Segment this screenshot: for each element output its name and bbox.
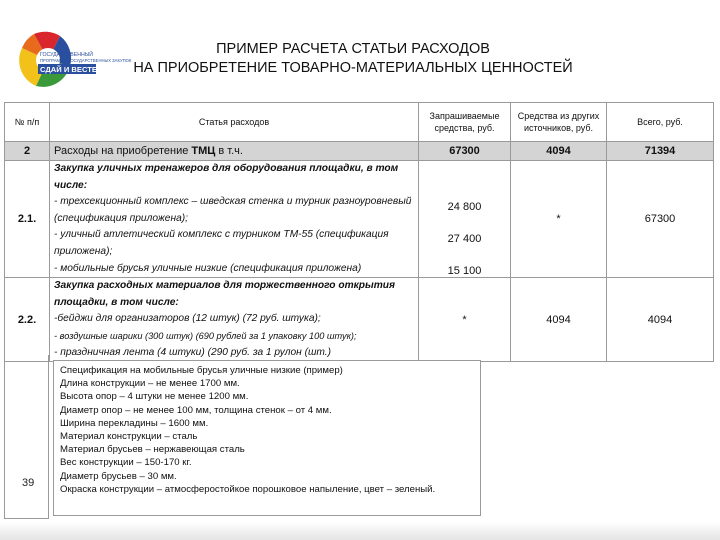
specification-box xyxy=(53,360,481,516)
bottom-shade xyxy=(0,522,720,540)
row-22-line-1: -бейджи для организаторов (12 штук) (72 руб. штука); xyxy=(54,313,321,325)
row-21-total: 67300 xyxy=(607,161,714,278)
row-21-line-3: - мобильные брусья уличные низкие (спецификация приложена) xyxy=(54,262,362,274)
row-21-line-2: - уличный атлетический комплекс с турником ТМ-55 (спецификация приложена); xyxy=(54,229,389,257)
row-22-line-2: - воздушные шарики (300 штук) (690 рублей за 1 упаковку 100 штук); xyxy=(54,330,357,341)
header-requested: Запрашиваемые средства, руб. xyxy=(419,103,511,142)
header-num: № п/п xyxy=(5,103,50,142)
spec-line: Вес конструкции – 150-170 кг. xyxy=(60,457,192,469)
row-total-sum: 71394 xyxy=(607,142,714,161)
row-total-label: Расходы на приобретение ТМЦ в т.ч. xyxy=(50,142,419,161)
row-21-line-1: - трехсекционный комплекс – шведская стенка и турник разноуровневый (спецификация приложена); xyxy=(54,196,412,224)
row-22-line-3: - праздничная лента (4 штуки) (290 руб. за 1 рулон (шт.) xyxy=(54,346,332,358)
table-header-row xyxy=(5,103,714,142)
spec-line: Окраска конструкции – атмосферостойкое порошковое напыление, цвет – зеленый. xyxy=(60,483,436,495)
table-row-2-1 xyxy=(5,161,714,278)
organization-logo xyxy=(12,26,132,94)
row-21-description xyxy=(50,161,419,278)
title-line-2: НА ПРИОБРЕТЕНИЕ ТОВАРНО-МАТЕРИАЛЬНЫХ ЦЕННОСТЕЙ xyxy=(133,60,573,76)
spec-line: Диаметр опор – не менее 100 мм, толщина стенок – от 4 мм. xyxy=(60,404,332,416)
svg-text:ПРОГРАММЫ ГОСУДАРСТВЕННЫХ ЗАКУ: ПРОГРАММЫ ГОСУДАРСТВЕННЫХ ЗАКУПОК xyxy=(40,58,132,63)
header-item: Статья расходов xyxy=(50,103,419,142)
spec-line: Ширина перекладины – 1600 мм. xyxy=(60,417,209,429)
spec-line: Диаметр брусьев – 30 мм. xyxy=(60,470,177,482)
row-21-heading: Закупка уличных тренажеров для оборудования площадки, в том числе: xyxy=(54,163,399,191)
row-22-num: 2.2. xyxy=(5,278,50,362)
page-number: 39 xyxy=(22,477,35,489)
row-21-num: 2.1. xyxy=(5,161,50,278)
left-column-continuation xyxy=(4,355,49,519)
svg-text:СДАЙ И ВЕСТЕ: СДАЙ И ВЕСТЕ xyxy=(40,65,97,74)
spec-line: Длина конструкции – не менее 1700 мм. xyxy=(60,378,240,390)
svg-text:ГОСУДАРСТВЕННЫЙ: ГОСУДАРСТВЕННЫЙ xyxy=(40,52,94,58)
row-total-num: 2 xyxy=(5,142,50,161)
header-total: Всего, руб. xyxy=(607,103,714,142)
row-21-requested: 24 800 27 400 15 100 xyxy=(419,161,511,278)
spec-line: Высота опор – 4 штуки не менее 1200 мм. xyxy=(60,391,249,403)
row-22-total: 4094 xyxy=(607,278,714,362)
row-22-other: 4094 xyxy=(511,278,607,362)
row-21-other: * xyxy=(511,161,607,278)
expense-table xyxy=(4,102,714,362)
spec-line: Материал конструкции – сталь xyxy=(60,431,198,443)
row-22-requested: * xyxy=(419,278,511,362)
table-row-2-2 xyxy=(5,278,714,362)
spec-line: Материал брусьев – нержавеющая сталь xyxy=(60,444,245,456)
header-other-sources: Средства из других источников, руб. xyxy=(511,103,607,142)
logo-emblem-icon xyxy=(12,26,132,94)
row-total-other: 4094 xyxy=(511,142,607,161)
row-22-heading: Закупка расходных материалов для торжественного открытия площадки, в том числе: xyxy=(54,280,396,308)
page-title xyxy=(118,40,588,78)
title-line-1: ПРИМЕР РАСЧЕТА СТАТЬИ РАСХОДОВ xyxy=(216,41,490,57)
row-22-description xyxy=(50,278,419,362)
spec-line: Спецификация на мобильные брусья уличные низкие (пример) xyxy=(60,365,343,376)
table-row-total xyxy=(5,142,714,161)
row-total-requested: 67300 xyxy=(419,142,511,161)
